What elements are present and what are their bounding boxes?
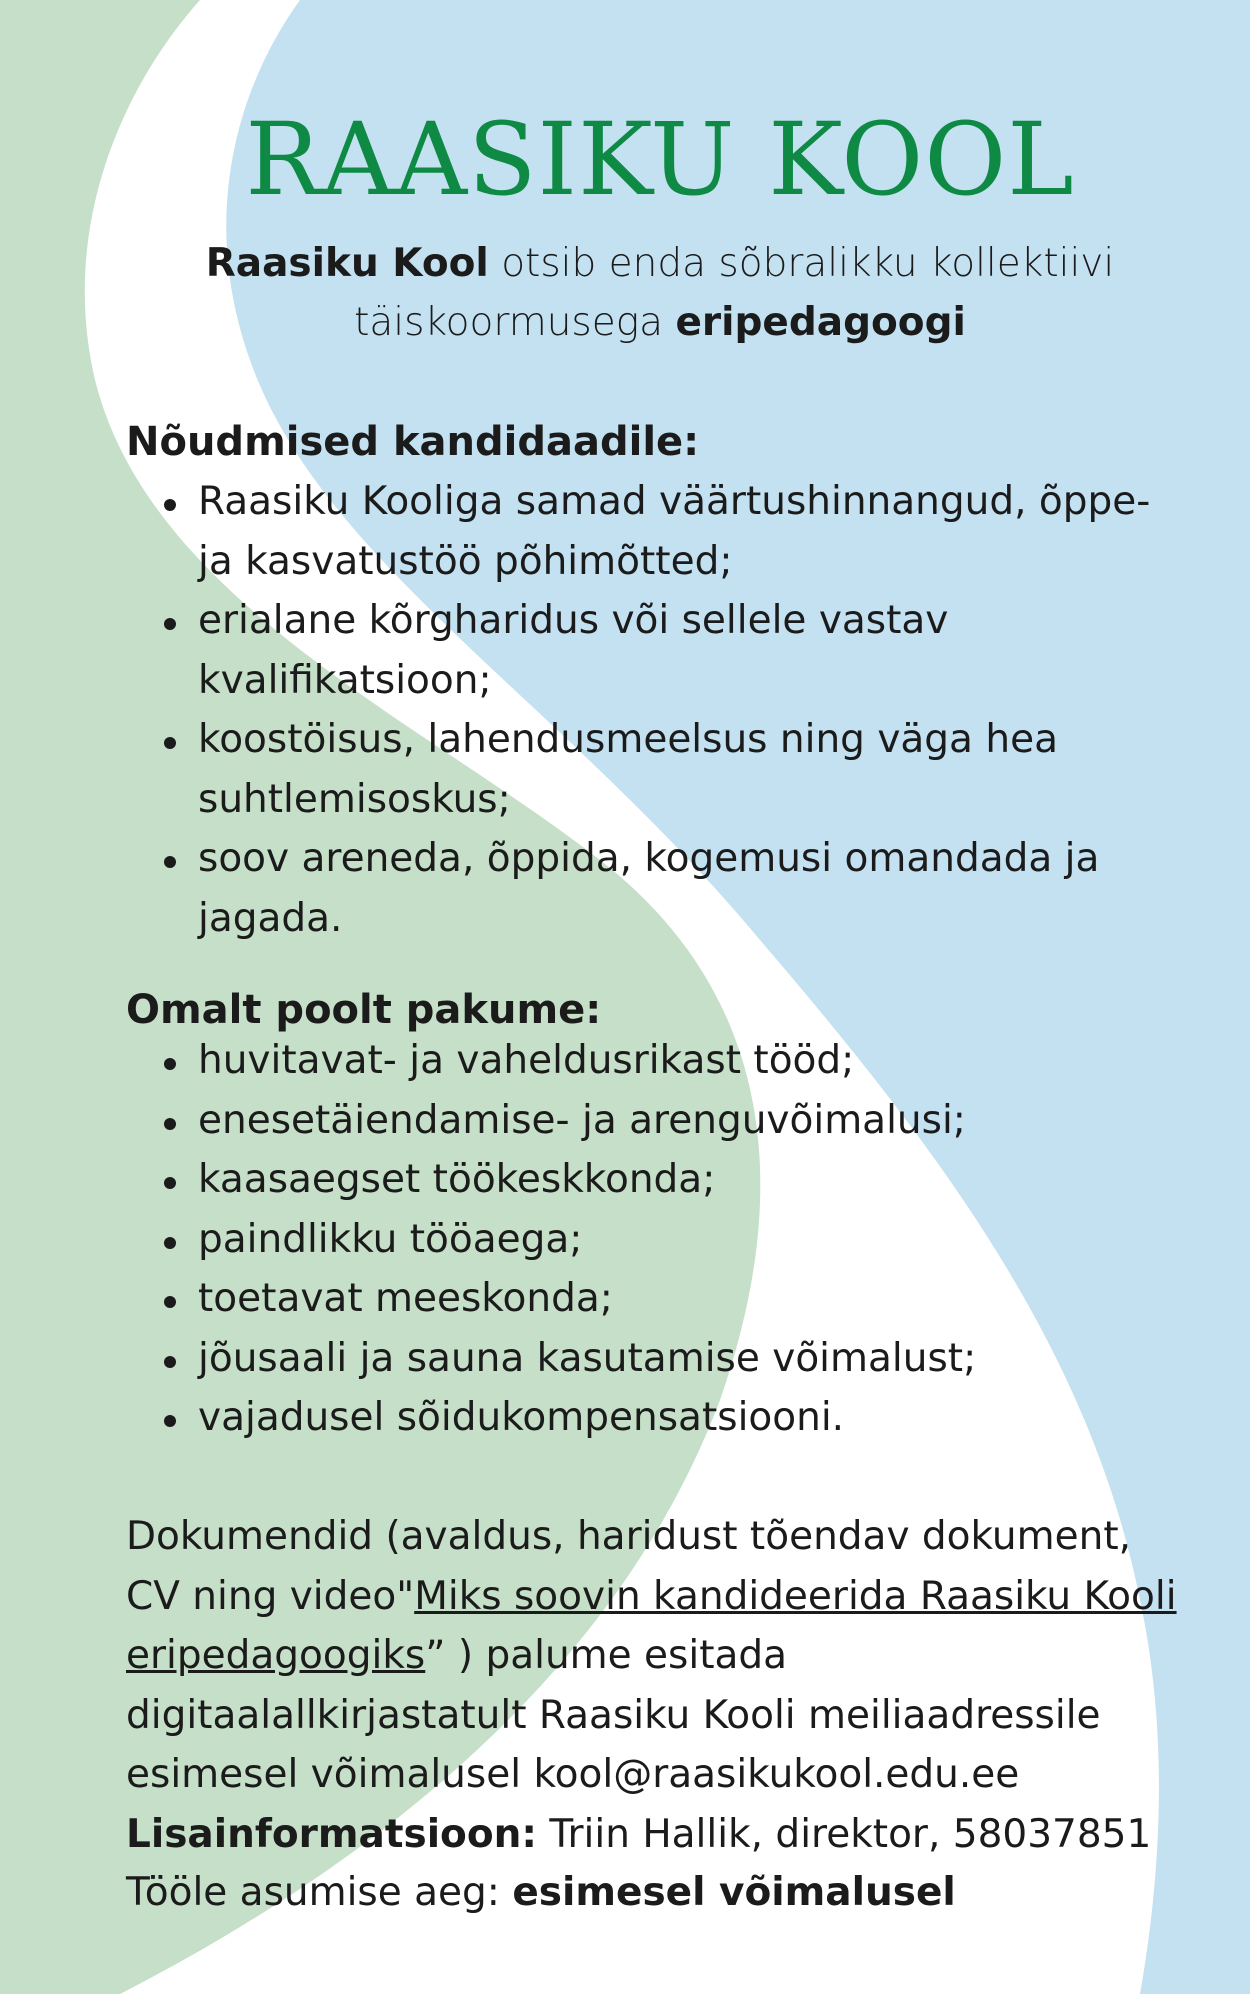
requirements-list bbox=[126, 472, 1176, 948]
intro-body: otsib enda sõbralikku kollektiivi täiskoormusega bbox=[354, 241, 1115, 345]
documents-text-start: Dokumendid (avaldus, haridust tõendav dokument, CV ning video" bbox=[126, 1514, 1132, 1619]
list-item: huvitavat- ja vaheldusrikast tööd; bbox=[126, 1031, 1176, 1091]
list-item: soov areneda, õppida, kogemusi omandada ja jagada. bbox=[126, 829, 1176, 948]
list-item: jõusaali ja sauna kasutamise võimalust; bbox=[126, 1329, 1176, 1389]
offer-list bbox=[126, 1031, 1176, 1448]
contact-info-label: Lisainformatsioon: bbox=[126, 1812, 538, 1857]
list-item: erialane kõrgharidus või sellele vastav kvalifikatsioon; bbox=[126, 591, 1176, 710]
contact-info-value: Triin Hallik, direktor, 58037851 bbox=[537, 1812, 1152, 1857]
list-item: toetavat meeskonda; bbox=[126, 1269, 1176, 1329]
list-item: kaasaegset töökeskkonda; bbox=[126, 1150, 1176, 1210]
list-item: enesetäiendamise- ja arenguvõimalusi; bbox=[126, 1091, 1176, 1151]
list-item: koostöisus, lahendusmeelsus ning väga hea suhtlemisoskus; bbox=[126, 710, 1176, 829]
documents-text-end: ” ) palume esitada digitaalallkirjastatult Raasiku Kooli meiliaadressile esimesel võimalusel kool@raasikukool.edu.ee bbox=[126, 1633, 1101, 1797]
intro-school-name: Raasiku Kool bbox=[205, 241, 489, 286]
list-item: Raasiku Kooliga samad väärtushinnangud, õppe- ja kasvatustöö põhimõtted; bbox=[126, 472, 1176, 591]
list-item: paindlikku tööaega; bbox=[126, 1210, 1176, 1270]
start-date-label: Tööle asumise aeg: bbox=[126, 1870, 513, 1915]
contact-info-line bbox=[126, 1805, 1151, 1864]
requirements-heading: Nõudmised kandidaadile: bbox=[126, 419, 700, 465]
start-date-line bbox=[126, 1863, 956, 1922]
intro-text bbox=[195, 234, 1125, 352]
video-topic-link[interactable]: Miks soovin kandideerida Raasiku Kooli eripedagoogiks bbox=[126, 1573, 1177, 1678]
start-date-value: esimesel võimalusel bbox=[512, 1870, 956, 1915]
list-item: vajadusel sõidukompensatsiooni. bbox=[126, 1388, 1176, 1448]
documents-paragraph bbox=[126, 1507, 1186, 1805]
page-title: RAASIKU KOOL bbox=[245, 101, 1075, 218]
intro-position: eripedagoogi bbox=[675, 300, 966, 345]
offer-heading: Omalt poolt pakume: bbox=[126, 987, 602, 1033]
